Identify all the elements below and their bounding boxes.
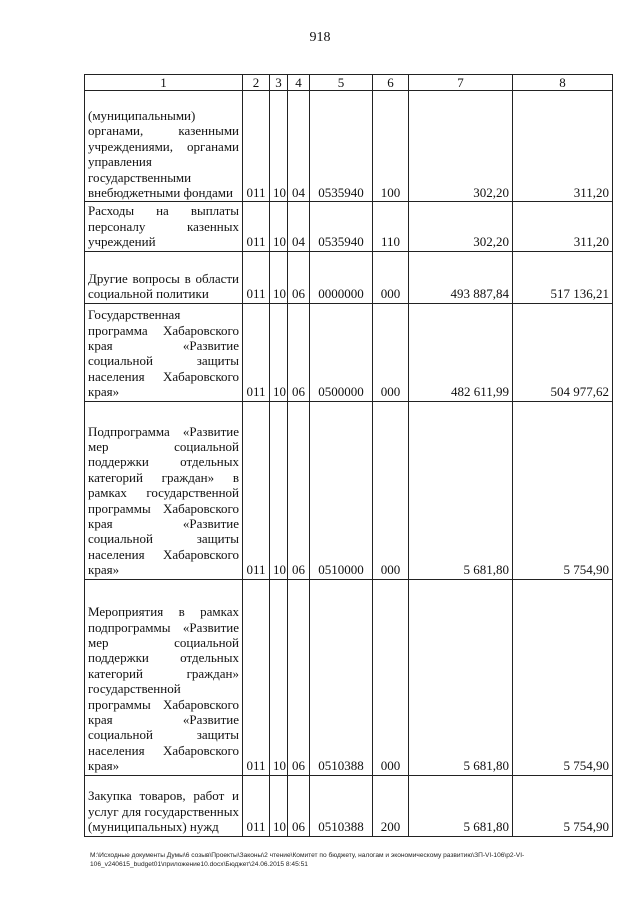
cell-section: 10 [270,91,288,202]
budget-table [84,74,613,837]
cell-amount-year2: 5 754,90 [513,579,613,775]
row-name: Закупка товаров, работ и услуг для государственных (муниципальных) нужд [85,775,243,836]
cell-admin-code: 011 [243,579,270,775]
page-number: 918 [309,30,331,45]
row-name: Государственная программа Хабаровского края «Развитие социальной защиты населения Хабаровского края» [85,303,243,401]
table-row [85,401,613,579]
cell-amount-year1: 5 681,80 [409,401,513,579]
cell-section: 10 [270,202,288,251]
column-header: 5 [310,75,373,91]
column-header: 7 [409,75,513,91]
cell-expense-type: 000 [373,579,409,775]
cell-target-code: 0510000 [310,401,373,579]
row-name: Расходы на выплаты персоналу казенных учреждений [85,202,243,251]
cell-subsection: 06 [288,251,310,303]
cell-amount-year1: 5 681,80 [409,579,513,775]
column-header: 4 [288,75,310,91]
cell-admin-code: 011 [243,202,270,251]
row-name: Другие вопросы в области социальной политики [85,251,243,303]
cell-admin-code: 011 [243,251,270,303]
table-row [85,202,613,251]
column-header: 8 [513,75,613,91]
cell-amount-year2: 504 977,62 [513,303,613,401]
row-name: (муниципальными) органами, казенными учреждениями, органами управления государственными внебюджетными фондами [85,91,243,202]
cell-section: 10 [270,303,288,401]
row-name: Мероприятия в рамках подпрограммы «Развитие мер социальной поддержки отдельных категорий граждан» государственной программы Хабаровского края «Развитие социальной защиты населения Хабаровского края» [85,579,243,775]
cell-amount-year2: 311,20 [513,202,613,251]
cell-section: 10 [270,579,288,775]
column-header: 1 [85,75,243,91]
cell-expense-type: 200 [373,775,409,836]
cell-section: 10 [270,401,288,579]
cell-amount-year2: 311,20 [513,91,613,202]
table-header-row [85,75,613,91]
cell-amount-year2: 5 754,90 [513,401,613,579]
cell-section: 10 [270,775,288,836]
cell-target-code: 0500000 [310,303,373,401]
table-row [85,579,613,775]
cell-amount-year1: 493 887,84 [409,251,513,303]
cell-subsection: 04 [288,202,310,251]
cell-subsection: 06 [288,303,310,401]
column-header: 2 [243,75,270,91]
cell-expense-type: 000 [373,303,409,401]
table-row [85,775,613,836]
cell-subsection: 04 [288,91,310,202]
cell-amount-year1: 5 681,80 [409,775,513,836]
cell-amount-year1: 302,20 [409,91,513,202]
cell-subsection: 06 [288,401,310,579]
cell-section: 10 [270,251,288,303]
cell-amount-year1: 302,20 [409,202,513,251]
table-row [85,303,613,401]
file-path-footer [90,852,610,869]
cell-expense-type: 000 [373,251,409,303]
cell-target-code: 0510388 [310,775,373,836]
cell-amount-year1: 482 611,99 [409,303,513,401]
cell-amount-year2: 5 754,90 [513,775,613,836]
cell-target-code: 0535940 [310,91,373,202]
footer-line: 106_v240615_budget01\приложение10.docx\Бюджет\24.06.2015 8:45:51 [90,860,308,868]
cell-subsection: 06 [288,775,310,836]
cell-admin-code: 011 [243,91,270,202]
cell-subsection: 06 [288,579,310,775]
footer-line: M:\Исходные документы Думы\6 созыв\Проекты\Законы\2 чтение\Комитет по бюджету, налогам и экономическому развитию\ЗП-VI-106\р2-VI- [90,852,525,859]
cell-expense-type: 000 [373,401,409,579]
cell-expense-type: 110 [373,202,409,251]
cell-admin-code: 011 [243,303,270,401]
row-name: Подпрограмма «Развитие мер социальной поддержки отдельных категорий граждан» в рамках государственной программы Хабаровского края «Развитие социальной защиты населения Хабаровского края» [85,401,243,579]
column-header: 6 [373,75,409,91]
cell-expense-type: 100 [373,91,409,202]
cell-target-code: 0000000 [310,251,373,303]
cell-target-code: 0510388 [310,579,373,775]
table-row [85,251,613,303]
table-row [85,91,613,202]
column-header: 3 [270,75,288,91]
cell-admin-code: 011 [243,775,270,836]
cell-admin-code: 011 [243,401,270,579]
cell-target-code: 0535940 [310,202,373,251]
cell-amount-year2: 517 136,21 [513,251,613,303]
